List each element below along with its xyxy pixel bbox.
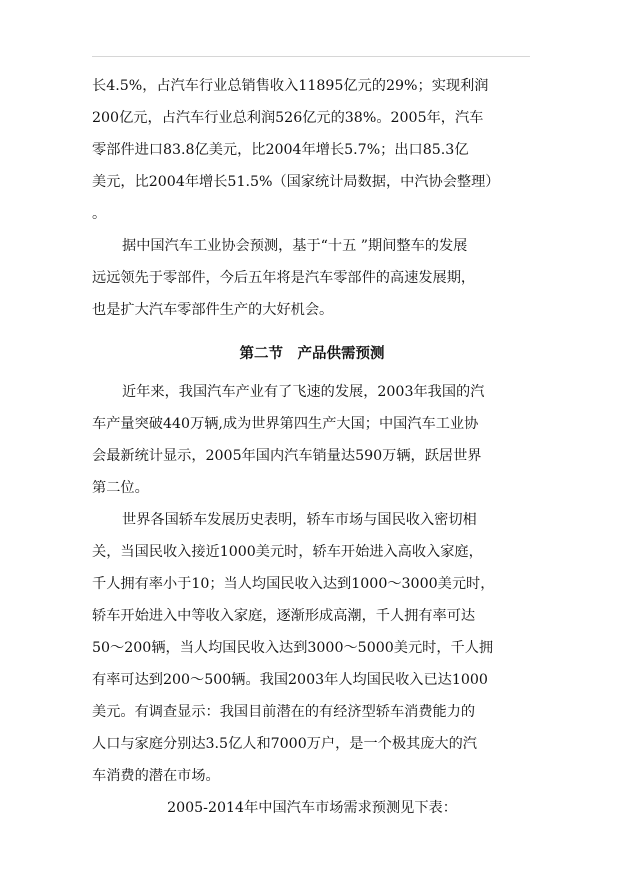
text-line: 近年来，我国汽车产业有了飞速的发展，2003年我国的汽 [122, 384, 485, 400]
text-line: 美元。有调查显示：我国目前潜在的有经济型轿车消费能力的 [92, 704, 476, 720]
text-line: 据中国汽车工业协会预测，基于“十五 ”期间整车的发展 [122, 238, 468, 254]
paragraph-parts-trade [92, 70, 532, 230]
text-line: 长4.5%，占汽车行业总销售收入11895亿元的29%；实现利润 [92, 78, 489, 94]
text-line: 人口与家庭分别达3.5亿人和7000万户，是一个极其庞大的汽 [92, 736, 477, 752]
document-body [92, 70, 532, 824]
header-rule [92, 56, 530, 57]
section-heading: 第二节 产品供需预测 [239, 345, 385, 362]
text-line: 第二位。 [92, 480, 149, 496]
text-line: 零部件进口83.8亿美元，比2004年增长5.7%；出口85.3亿 [92, 142, 469, 158]
text-line: 车消费的潜在市场。 [92, 768, 220, 784]
paragraph-industry-growth [92, 376, 532, 504]
text-line: 。 [92, 206, 107, 222]
text-line: 关，当国民收入接近1000美元时，轿车开始进入高收入家庭， [92, 544, 483, 560]
text-line: 世界各国轿车发展历史表明，轿车市场与国民收入密切相 [122, 512, 477, 528]
text-line: 有率可达到200～500辆。我国2003年人均国民收入已达1000 [92, 672, 488, 688]
text-line: 会最新统计显示，2005年国内汽车销量达590万辆，跃居世界 [92, 448, 482, 464]
text-line: 200亿元，占汽车行业总利润526亿元的38%。2005年，汽车 [92, 110, 484, 126]
text-line: 美元，比2004年增长51.5%（国家统计局数据，中汽协会整理） [92, 174, 500, 190]
paragraph-forecast [92, 230, 532, 326]
text-line: 也是扩大汽车零部件生产的大好机会。 [92, 302, 334, 318]
text-line: 50～200辆，当人均国民收入达到3000～5000美元时，千人拥 [92, 640, 494, 656]
text-line: 千人拥有率小于10；当人均国民收入达到1000～3000美元时， [92, 576, 495, 592]
text-line: 远远领先于零部件，今后五年将是汽车零部件的高速发展期， [92, 270, 476, 286]
text-line: 轿车开始进入中等收入家庭，逐渐形成高潮，千人拥有率可达 [92, 608, 476, 624]
paragraph-income-car-ownership [92, 504, 532, 792]
table-caption: 2005-2014年中国汽车市场需求预测见下表： [167, 800, 457, 816]
text-line: 车产量突破440万辆,成为世界第四生产大国；中国汽车工业协 [92, 416, 479, 432]
